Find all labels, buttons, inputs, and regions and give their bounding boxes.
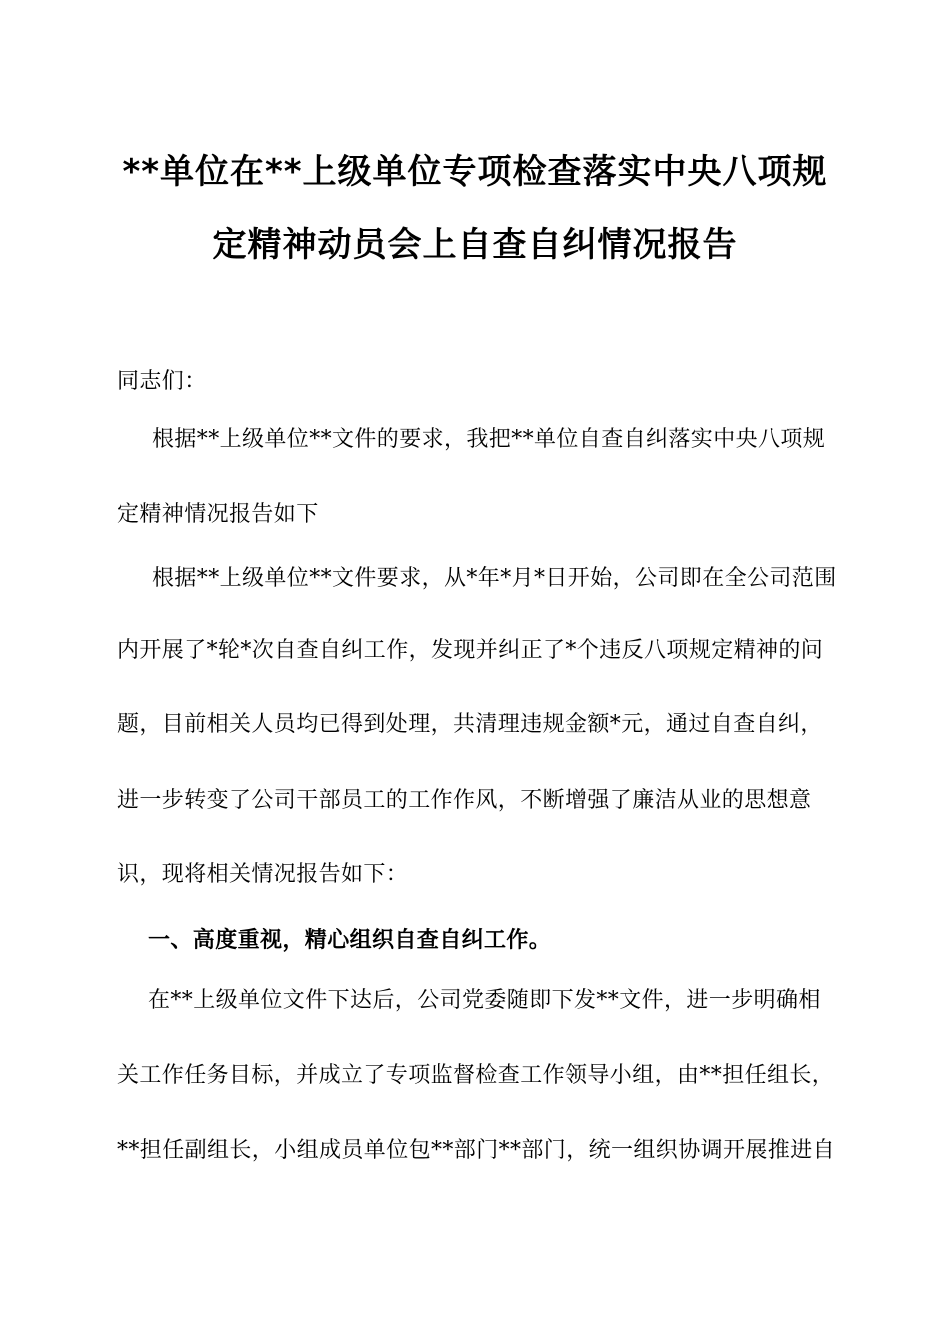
- text-line: 识，现将相关情况报告如下：: [117, 862, 409, 887]
- section-heading: 一、高度重视，精心组织自查自纠工作。: [148, 928, 552, 953]
- text-line: 进一步转变了公司干部员工的工作作风，不断增强了廉洁从业的思想意: [117, 788, 812, 813]
- text-line: **担任副组长，小组成员单位包**部门**部门，统一组织协调开展推进自: [117, 1138, 836, 1163]
- text-line: 题，目前相关人员均已得到处理，共清理违规金额*元，通过自查自纠，: [117, 712, 823, 737]
- text-line: 关工作任务目标，并成立了专项监督检查工作领导小组，由**担任组长，: [117, 1063, 835, 1088]
- text-line: 根据**上级单位**文件要求，从*年*月*日开始，公司即在全公司范围: [152, 566, 837, 591]
- salutation: 同志们：: [117, 369, 207, 394]
- title-line: **单位在**上级单位专项检查落实中央八项规: [122, 152, 828, 192]
- text-line: 定精神情况报告如下: [117, 502, 319, 527]
- text-line: 根据**上级单位**文件的要求，我把**单位自查自纠落实中央八项规: [152, 427, 826, 452]
- text-line: 在**上级单位文件下达后，公司党委随即下发**文件，进一步明确相: [148, 988, 821, 1013]
- title-line: 定精神动员会上自查自纠情况报告: [212, 225, 738, 265]
- text-line: 内开展了*轮*次自查自纠工作，发现并纠正了*个违反八项规定精神的问: [117, 638, 824, 663]
